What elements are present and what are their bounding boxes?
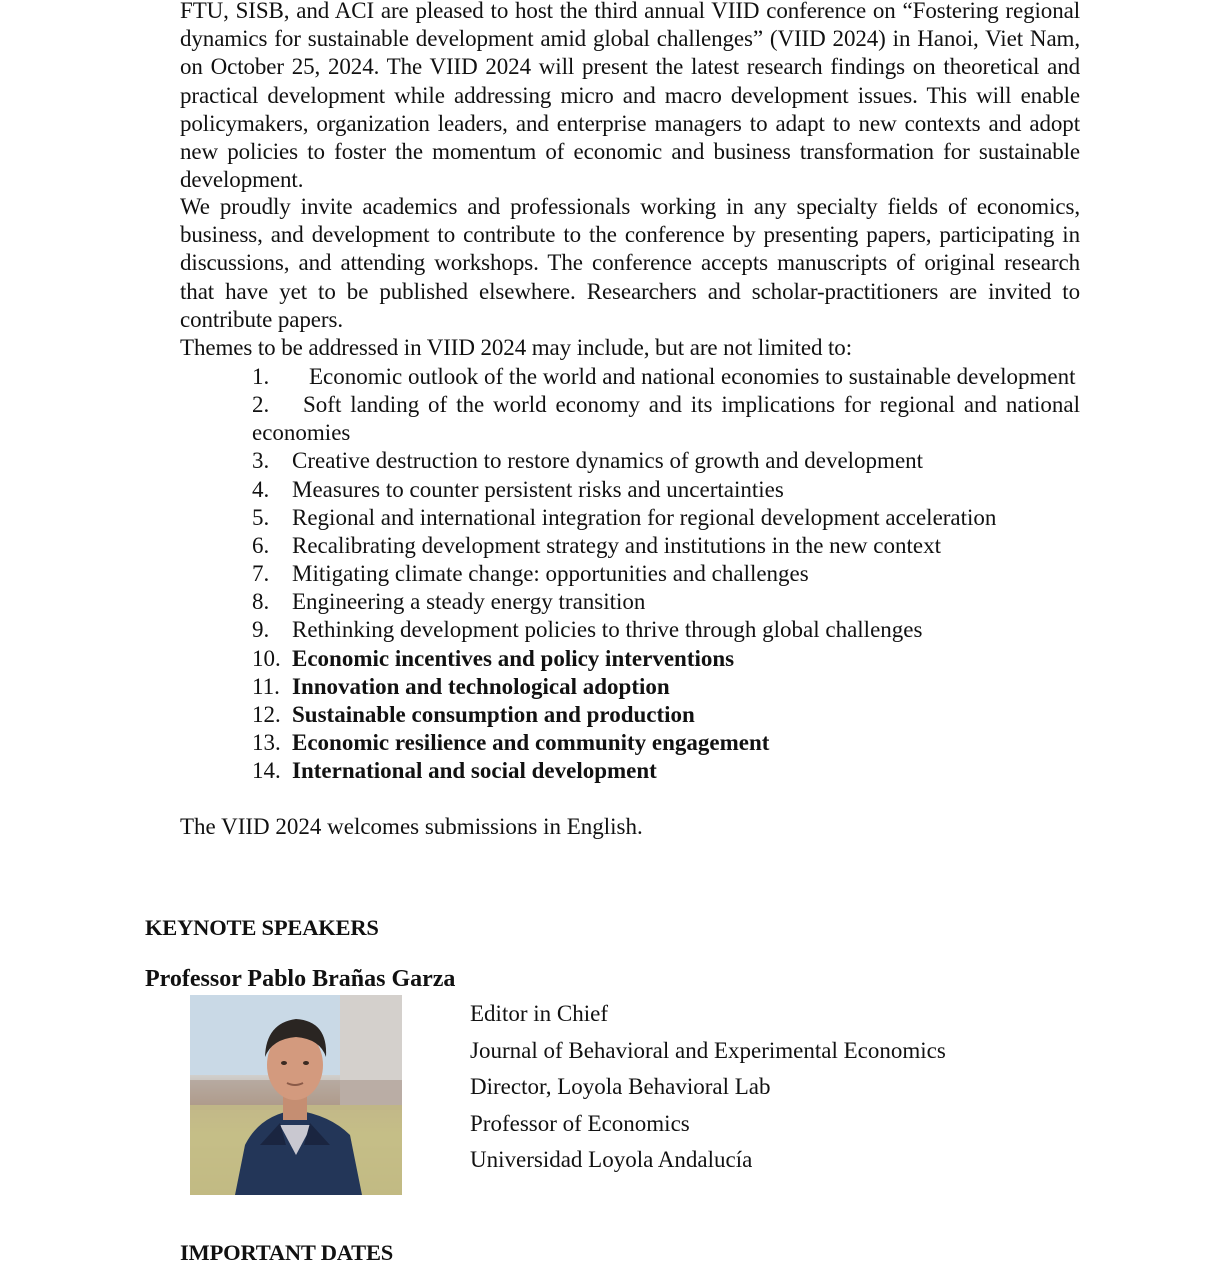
theme-label: Soft landing of the world economy and its implications for regional and national economies	[252, 392, 1080, 446]
theme-number: 5.	[252, 504, 270, 530]
intro-paragraph: FTU, SISB, and ACI are pleased to host the third annual VIID conference on “Fostering regional dynamics for sustainable development amid global challenges” (VIID 2024) in Hanoi, Viet Nam, on October 25, 2024. The VIID 2024 will present the latest research findings on theoretical and practical development while addressing micro and macro development issues. This will enable policymakers, organization leaders, and enterprise managers to adapt to new contexts and adopt new policies to foster the momentum of economic and business transformation for sustainable development.	[180, 0, 1080, 193]
theme-number: 11.	[252, 673, 280, 699]
theme-item	[252, 616, 1080, 644]
theme-number: 8.	[252, 589, 270, 615]
affiliation-line: Editor in Chief	[470, 1001, 608, 1026]
theme-number: 4.	[252, 476, 270, 502]
theme-label: Measures to counter persistent risks and uncertainties	[292, 476, 784, 502]
speaker-affiliations	[470, 996, 946, 1179]
theme-number: 1.	[252, 364, 270, 389]
affiliation-line: Universidad Loyola Andalucía	[470, 1147, 753, 1172]
theme-label: Creative destruction to restore dynamics of growth and development	[292, 448, 924, 474]
theme-item	[252, 729, 1080, 757]
speaker-portrait-illustration	[190, 995, 402, 1195]
theme-number: 2.	[252, 392, 270, 418]
themes-list	[252, 363, 1080, 785]
theme-label: International and social development	[292, 758, 657, 784]
theme-item	[252, 504, 1080, 532]
theme-item	[252, 476, 1080, 504]
theme-number: 10.	[252, 645, 281, 671]
submission-language-note: The VIID 2024 welcomes submissions in English.	[180, 814, 643, 839]
theme-number: 7.	[252, 561, 270, 587]
theme-number: 9.	[252, 617, 270, 643]
important-dates-heading: IMPORTANT DATES	[180, 1240, 394, 1265]
theme-number: 14.	[252, 758, 281, 784]
theme-label: Economic outlook of the world and national economies to sustainable development	[309, 364, 1076, 389]
themes-intro: Themes to be addressed in VIID 2024 may include, but are not limited to:	[180, 335, 852, 360]
theme-item	[252, 701, 1080, 729]
theme-item	[252, 532, 1080, 560]
invitation-paragraph: We proudly invite academics and professionals working in any specialty fields of economics, business, and development to contribute to the conference by presenting papers, participating in discussions, and attending workshops. The conference accepts manuscripts of original research that have yet to be published elsewhere. Researchers and scholar-practitioners are invited to contribute papers.	[180, 194, 1080, 332]
affiliation-line: Journal of Behavioral and Experimental Economics	[470, 1037, 946, 1063]
theme-label: Regional and international integration for regional development acceleration	[292, 504, 997, 530]
theme-label: Engineering a steady energy transition	[292, 589, 646, 615]
theme-item	[252, 588, 1080, 616]
theme-item	[252, 673, 1080, 701]
theme-item	[252, 363, 1080, 391]
theme-item	[252, 447, 1080, 475]
theme-label: Rethinking development policies to thrive through global challenges	[292, 617, 923, 643]
theme-item	[252, 757, 1080, 785]
theme-label: Recalibrating development strategy and institutions in the new context	[292, 532, 941, 558]
theme-number: 6.	[252, 532, 270, 558]
theme-label: Sustainable consumption and production	[292, 701, 695, 727]
theme-label: Mitigating climate change: opportunities and challenges	[292, 561, 809, 587]
theme-label: Economic resilience and community engagement	[292, 730, 770, 756]
theme-item	[252, 391, 1080, 447]
theme-item	[252, 560, 1080, 588]
keynote-speakers-heading: KEYNOTE SPEAKERS	[145, 915, 379, 940]
theme-label: Innovation and technological adoption	[292, 673, 670, 699]
theme-item	[252, 645, 1080, 673]
affiliation-line: Professor of Economics	[470, 1110, 690, 1136]
speaker-photo	[190, 995, 402, 1195]
theme-number: 12.	[252, 701, 281, 727]
theme-number: 3.	[252, 448, 270, 474]
theme-label: Economic incentives and policy interventions	[292, 645, 735, 671]
speaker-name: Professor Pablo Brañas Garza	[145, 966, 456, 992]
theme-number: 13.	[252, 730, 281, 756]
affiliation-line: Director, Loyola Behavioral Lab	[470, 1074, 771, 1099]
